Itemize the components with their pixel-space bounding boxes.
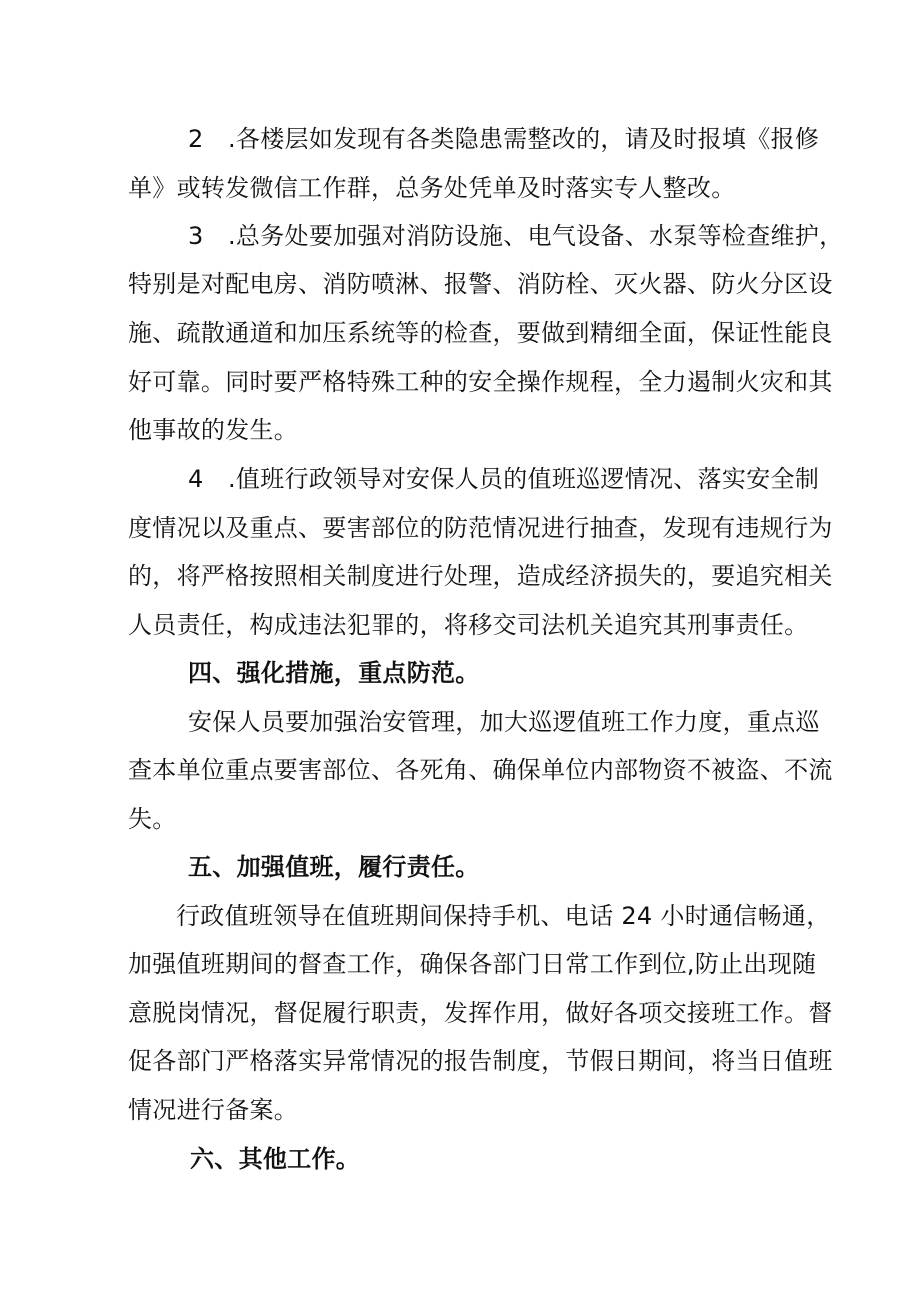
section-5-heading: 五、加强值班，履行责任。 xyxy=(188,853,480,881)
item-4-number: 4 xyxy=(188,465,204,493)
section-5-line-2: 加强值班期间的督查工作，确保各部门日常工作到位,防止出现随 xyxy=(128,950,817,978)
item-3-line-4: 好可靠。同时要严格特殊工种的安全操作规程，全力遏制火灾和其 xyxy=(128,368,833,396)
item-2-line-2: 单》或转发微信工作群，总务处凭单及时落实专人整改。 xyxy=(128,174,736,202)
section-5-line-3: 意脱岗情况，督促履行职责，发挥作用，做好各项交接班工作。督 xyxy=(128,999,833,1027)
item-4-line-4: 人员责任，构成违法犯罪的，将移交司法机关追究其刑事责任。 xyxy=(128,611,809,639)
section-5-line-4: 促各部门严格落实异常情况的报告制度，节假日期间，将当日值班 xyxy=(128,1047,833,1075)
section-5-line-1: 行政值班领导在值班期间保持手机、电话 24 小时通信畅通， xyxy=(176,902,831,930)
item-3-line-3: 施、疏散通道和加压系统等的检查，要做到精细全面，保证性能良 xyxy=(128,319,833,347)
item-4-line-1 xyxy=(188,463,819,495)
section-4-heading: 四、强化措施，重点防范。 xyxy=(188,659,480,687)
section-4-line-1: 安保人员要加强治安管理，加大巡逻值班工作力度，重点巡 xyxy=(188,708,820,736)
section-4-line-3: 失。 xyxy=(128,805,177,833)
item-2-number: 2 xyxy=(188,125,204,153)
section-4-line-2: 查本单位重点要害部位、各死角、确保单位内部物资不被盗、不流 xyxy=(128,756,833,784)
item-3-line-2: 特别是对配电房、消防喷淋、报警、消防栓、灭火器、防火分区设 xyxy=(128,270,833,298)
item-3-line-5: 他事故的发生。 xyxy=(128,416,299,444)
item-4-line-2: 度情况以及重点、要害部位的防范情况进行抽查，发现有违规行为 xyxy=(128,514,833,542)
item-2-line-1 xyxy=(188,123,819,155)
item-3-number: 3 xyxy=(188,222,204,250)
item-4-text-1: .值班行政领导对安保人员的值班巡逻情况、落实安全制 xyxy=(228,465,820,493)
item-3-line-1 xyxy=(188,220,843,252)
item-2-text-1: .各楼层如发现有各类隐患需整改的，请及时报填《报修 xyxy=(228,125,820,153)
item-4-line-3: 的，将严格按照相关制度进行处理，造成经济损失的，要追究相关 xyxy=(128,562,833,590)
section-5-line-5: 情况进行备案。 xyxy=(128,1096,299,1124)
section-6-heading: 六、其他工作。 xyxy=(190,1145,361,1173)
item-3-text-1: .总务处要加强对消防设施、电气设备、水泵等检查维护， xyxy=(228,222,844,250)
